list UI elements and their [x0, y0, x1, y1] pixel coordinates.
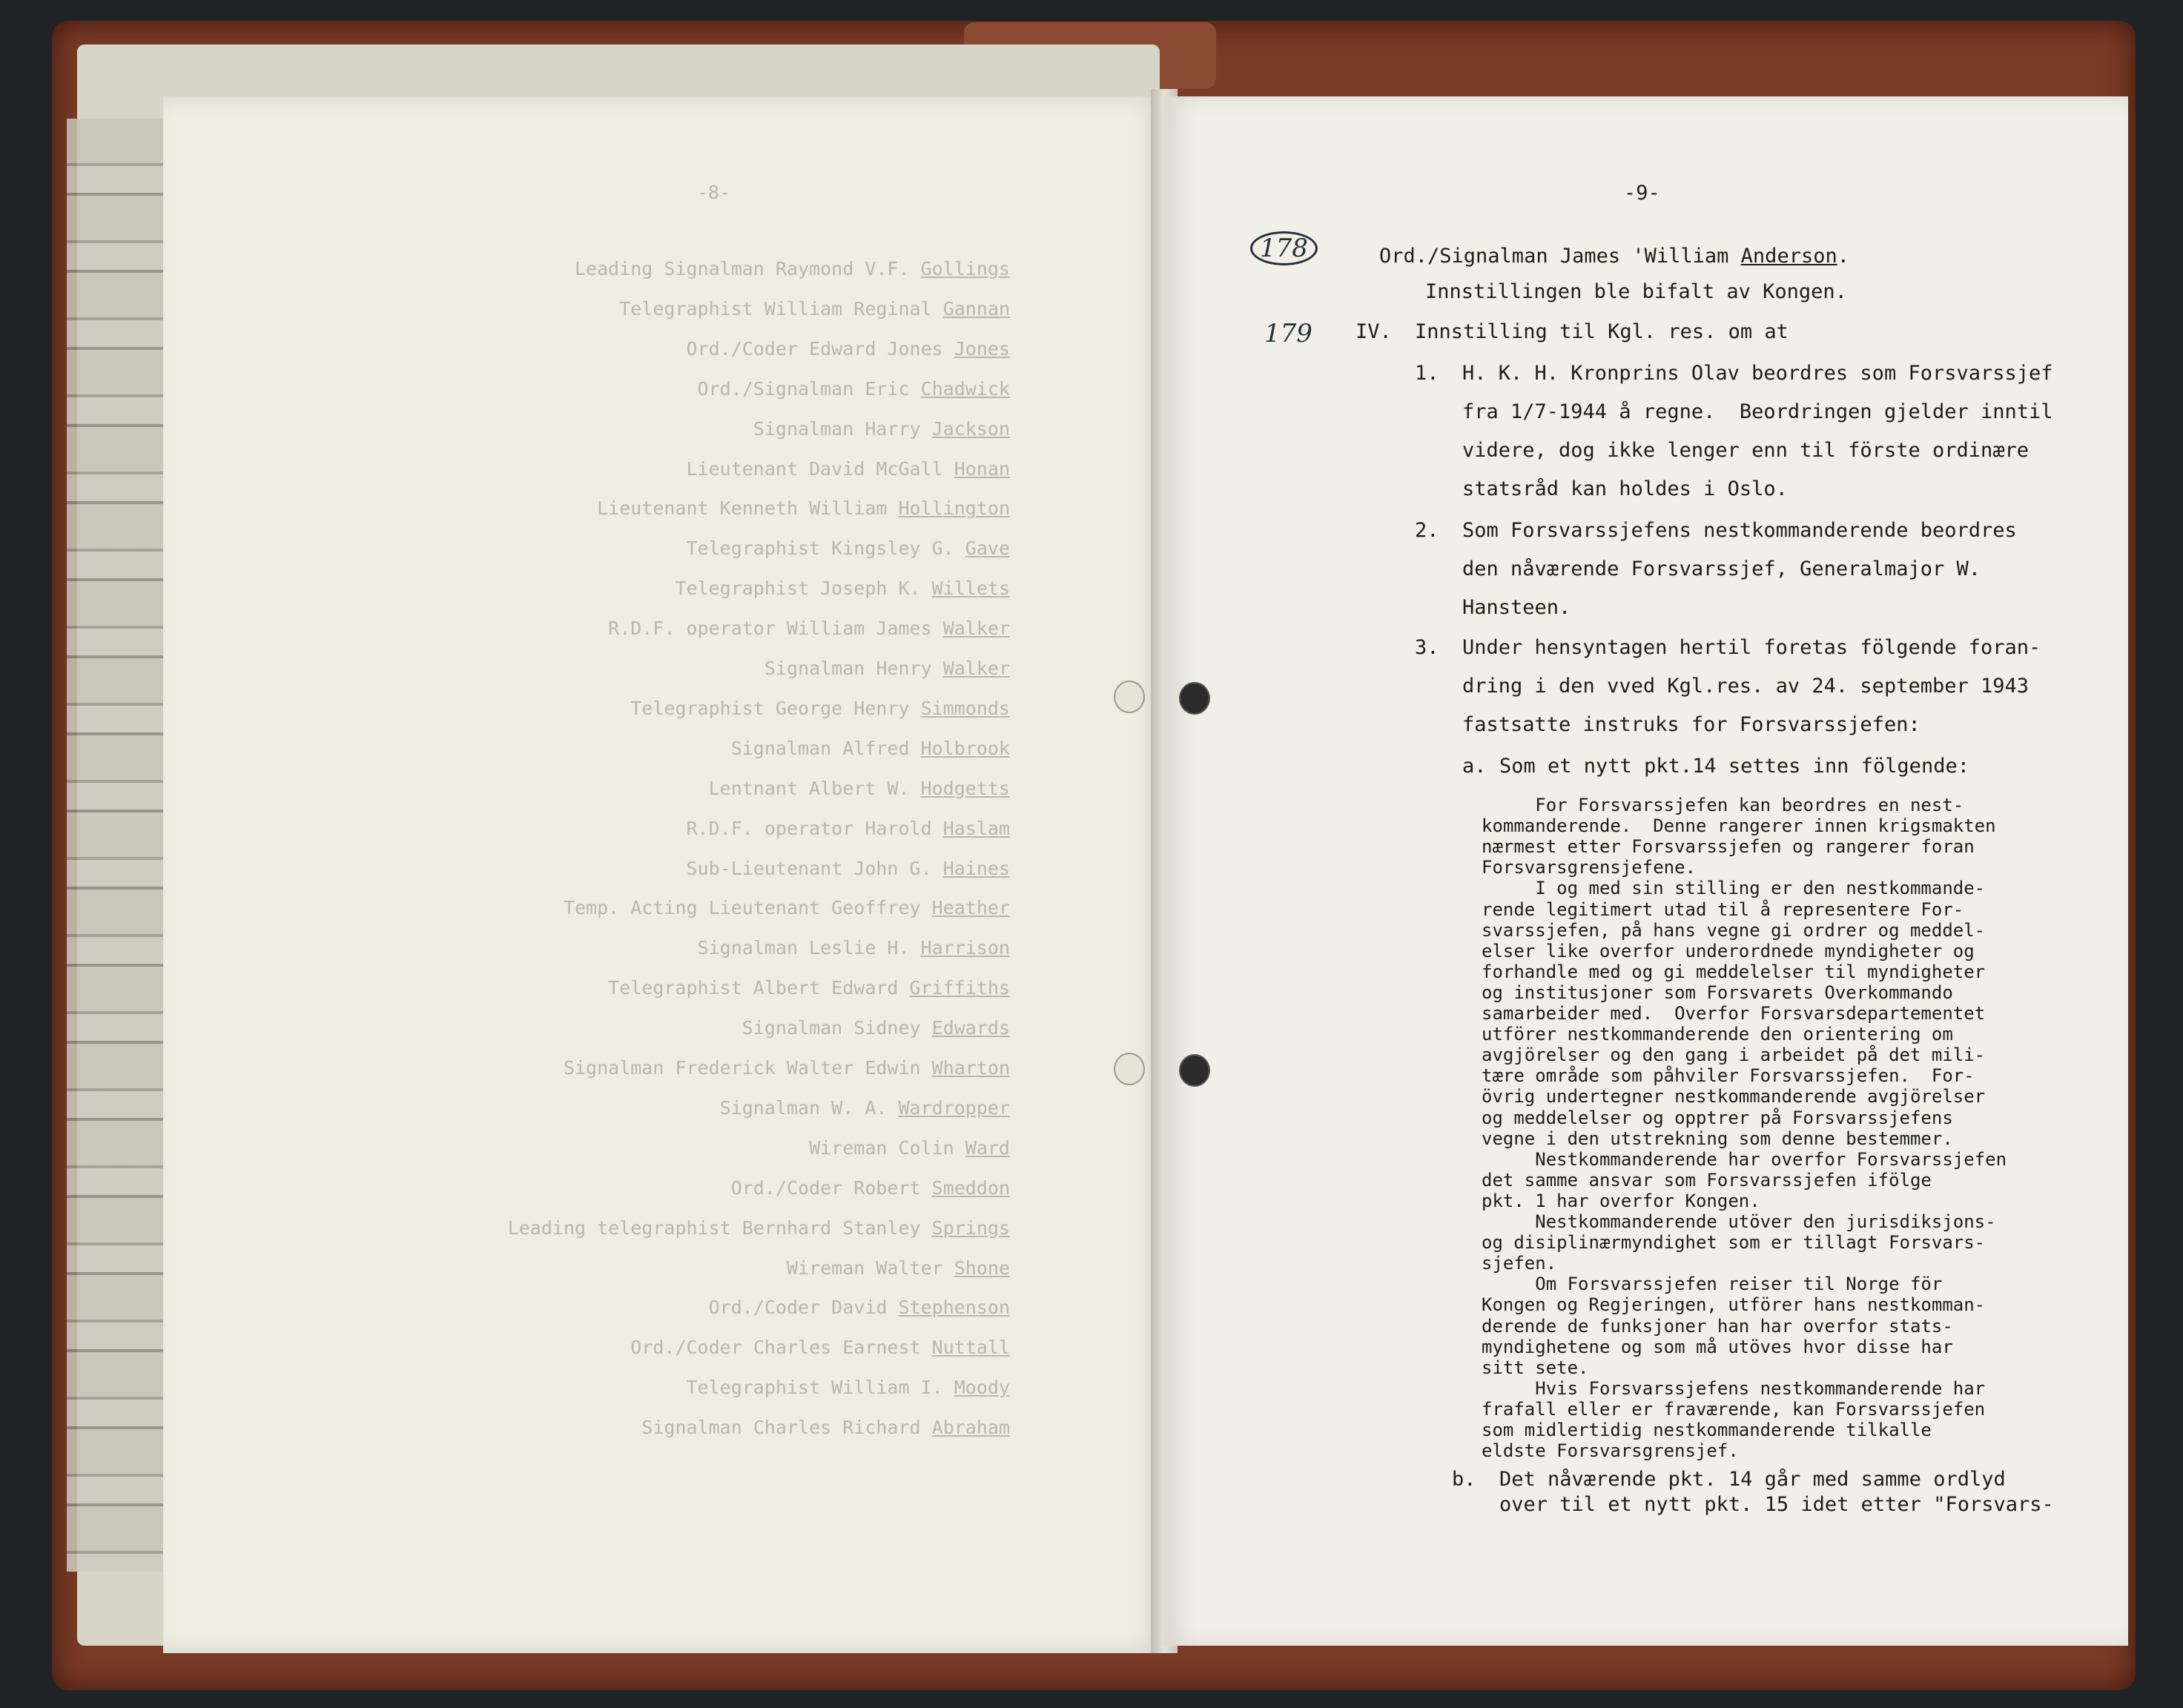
- quote-line: sjefen.: [1482, 1253, 1557, 1274]
- bleed-name-line: [687, 1377, 1011, 1398]
- bleed-name-surname: Haines: [942, 857, 1010, 879]
- bleed-name-line: [641, 1417, 1010, 1438]
- bleed-name-prefix: Ord./Coder Robert: [730, 1176, 932, 1199]
- quote-line: derende de funksjoner han har overfor stats-: [1482, 1315, 1953, 1337]
- bleed-name-line: [753, 418, 1010, 440]
- bleed-name-prefix: R.D.F. operator William James: [608, 618, 943, 640]
- punch-hole: [1179, 1054, 1210, 1087]
- bleed-name-surname: Ward: [965, 1136, 1010, 1159]
- bleed-name-surname: Jones: [954, 337, 1010, 360]
- bleed-name-prefix: Signalman W. A.: [719, 1096, 899, 1119]
- bleed-name-line: [597, 497, 1010, 519]
- bleed-name-line: [764, 658, 1010, 679]
- quote-line: rende legitimert utad til å representere For-: [1482, 898, 1964, 920]
- item-1-number: 1.: [1415, 362, 1439, 385]
- bleed-name-surname: Nuttall: [931, 1337, 1010, 1359]
- bleed-name-line: [564, 897, 1010, 918]
- text-line: den nåværende Forsvarssjef, Generalmajor W.: [1462, 557, 1981, 580]
- bleed-name-prefix: Telegraphist Joseph K.: [675, 577, 932, 600]
- quote-line: pkt. 1 har overfor Kongen.: [1482, 1190, 1760, 1211]
- handwritten-number-178: 178: [1250, 234, 1318, 263]
- quote-line: Hvis Forsvarssjefens nestkommanderende har: [1482, 1377, 1986, 1399]
- right-page-number: -9-: [1624, 182, 1660, 205]
- bleed-name-surname: Griffiths: [909, 977, 1010, 999]
- text-line: fra 1/7-1944 å regne. Beordringen gjelder inntil: [1462, 400, 2053, 423]
- bleed-name-prefix: Signalman Harry: [753, 417, 932, 440]
- bleed-name-line: [508, 1217, 1010, 1239]
- bleed-name-prefix: Telegraphist William Reginal: [619, 297, 943, 320]
- text-line: Under hensyntagen hertil foretas fölgende foran-: [1462, 636, 2041, 659]
- punch-hole: [1114, 681, 1145, 713]
- quote-line: og meddelelser og opptrer på Forsvarssjefens: [1482, 1107, 1953, 1128]
- text-line: H. K. H. Kronprins Olav beordres som Forsvarssjef: [1462, 362, 2053, 385]
- bleed-name-surname: Shone: [954, 1257, 1010, 1279]
- bleed-name-prefix: Leading telegraphist Bernhard Stanley: [507, 1217, 932, 1239]
- bleed-name-line: [731, 738, 1010, 759]
- sub-a-text: Som et nytt pkt.14 settes inn fölgende:: [1499, 755, 1969, 778]
- bleed-name-line: [698, 937, 1010, 959]
- bleed-name-prefix: Signalman Sidney: [742, 1017, 932, 1039]
- bleed-name-line: [687, 858, 1011, 879]
- quote-line: myndighetene og som må utöves hvor disse har: [1482, 1336, 1953, 1357]
- quote-line: og institusjoner som Forsvarets Overkommando: [1482, 982, 1953, 1003]
- bleed-name-prefix: Sub-Lieutenant John G.: [686, 857, 943, 879]
- left-page: [163, 96, 1166, 1653]
- bleed-name-surname: Hodgetts: [920, 777, 1010, 799]
- bleed-name-prefix: Telegraphist George Henry: [630, 697, 921, 719]
- bleed-name-prefix: Signalman Henry: [764, 658, 943, 679]
- sub-b-label: b.: [1452, 1468, 1476, 1491]
- bleed-name-surname: Smeddon: [931, 1176, 1010, 1199]
- left-page-number: -8-: [697, 182, 731, 203]
- text-line: Som Forsvarssjefens nestkommanderende beordres: [1462, 519, 2017, 542]
- bleed-name-prefix: Wireman Colin: [809, 1136, 965, 1159]
- quote-line: elser like overfor underordnede myndigheter og: [1482, 940, 1975, 961]
- quote-line: Om Forsvarssjefen reiser til Norge för: [1482, 1274, 1943, 1295]
- bleed-name-prefix: Signalman Charles Richard: [641, 1417, 932, 1439]
- quote-line: og disiplinærmyndighet som er tillagt Forsvars-: [1482, 1232, 1986, 1254]
- bleed-name-line: [687, 458, 1011, 480]
- quote-line: Forsvarsgrensjefene.: [1482, 857, 1696, 878]
- text-line: statsråd kan holdes i Oslo.: [1462, 477, 1788, 500]
- bleed-name-line: [630, 1337, 1010, 1358]
- bleed-name-surname: Holbrook: [920, 737, 1010, 759]
- quote-line: samarbeider med. Overfor Forsvarsdepartementet: [1482, 1003, 1986, 1024]
- bleed-name-line: [709, 1297, 1010, 1318]
- text-line: fastsatte instruks for Forsvarssjefen:: [1462, 713, 1921, 736]
- item-3-number: 3.: [1415, 636, 1439, 659]
- bleed-name-surname: Edwards: [931, 1017, 1010, 1039]
- bleed-name-line: [687, 818, 1011, 839]
- bleed-name-line: [575, 258, 1010, 279]
- punch-hole: [1179, 682, 1210, 715]
- bleed-name-line: [686, 537, 1010, 559]
- text-line: videre, dog ikke lenger enn til förste ordinære: [1462, 439, 2030, 462]
- quote-line: vegne i den utstrekning som denne bestemmer.: [1482, 1128, 1953, 1149]
- approval-line: Innstillingen ble bifalt av Kongen.: [1425, 280, 1847, 303]
- quote-line: Nestkommanderende har overfor Forsvarssjefen: [1482, 1148, 2007, 1170]
- bleed-name-line: [675, 577, 1010, 599]
- section-roman: IV.: [1355, 320, 1392, 343]
- bleed-name-surname: Hollington: [898, 497, 1010, 520]
- bleed-name-prefix: Ord./Signalman Eric: [697, 377, 921, 400]
- quote-line: Kongen og Regjeringen, utförer hans nestkomman-: [1482, 1294, 1986, 1316]
- quote-line: avgjörelser og den gang i arbeidet på det mili-: [1482, 1045, 1986, 1066]
- bleed-name-line: [698, 378, 1010, 400]
- bleed-name-surname: Haslam: [942, 817, 1010, 839]
- quote-line: övrig undertegner nestkommanderende avgjörelser: [1482, 1086, 1986, 1108]
- sub-a-label: a.: [1462, 755, 1487, 778]
- text-line: Det nåværende pkt. 14 går med samme ordlyd: [1499, 1468, 2006, 1491]
- bleed-name-surname: Gollings: [920, 258, 1010, 279]
- bleed-name-prefix: Ord./Coder Charles Earnest: [630, 1337, 932, 1359]
- punch-hole: [1114, 1053, 1145, 1085]
- bleed-name-line: [787, 1257, 1010, 1279]
- quote-line: forhandle med og gi meddelelser til myndigheter: [1482, 961, 1986, 982]
- bleed-name-surname: Springs: [931, 1217, 1010, 1239]
- bleed-name-surname: Wharton: [931, 1057, 1010, 1079]
- bleed-name-line: [630, 698, 1010, 719]
- bleed-name-prefix: Telegraphist Kingsley G.: [686, 537, 965, 560]
- right-page: [1164, 96, 2128, 1646]
- bleed-name-prefix: Lieutenant Kenneth William: [597, 497, 899, 520]
- quote-line: sitt sete.: [1482, 1357, 1589, 1378]
- bleed-name-surname: Jackson: [931, 417, 1010, 440]
- bleed-name-prefix: Telegraphist William I.: [686, 1377, 954, 1399]
- section-heading: Innstilling til Kgl. res. om at: [1415, 320, 1789, 343]
- bleed-name-prefix: Ord./Coder Edward Jones: [686, 337, 954, 360]
- text-line: over til et nytt pkt. 15 idet etter "Forsvars-: [1499, 1493, 2054, 1516]
- bleed-name-prefix: Ord./Coder David: [708, 1297, 899, 1319]
- item-2-number: 2.: [1415, 519, 1439, 542]
- quote-line: kommanderende. Denne rangerer innen krigsmakten: [1482, 815, 1996, 837]
- quote-line: eldste Forsvarsgrensjef.: [1482, 1440, 1739, 1462]
- bleed-name-prefix: Lentnant Albert W.: [708, 777, 921, 799]
- bleed-name-surname: Gave: [965, 537, 1010, 560]
- bleed-name-surname: Stephenson: [898, 1297, 1010, 1319]
- bleed-name-line: [720, 1097, 1010, 1119]
- quote-line: som midlertidig nestkommanderende tilkalle: [1482, 1420, 1932, 1440]
- bleed-name-surname: Gannan: [942, 297, 1010, 320]
- bleed-name-surname: Wardropper: [898, 1096, 1010, 1119]
- bleed-name-prefix: R.D.F. operator Harold: [686, 817, 943, 839]
- quote-line: utförer nestkommanderende den orientering om: [1482, 1024, 1953, 1045]
- bleed-name-prefix: Leading Signalman Raymond V.F.: [574, 258, 921, 279]
- bleed-name-line: [564, 1057, 1010, 1079]
- bleed-name-line: [709, 778, 1010, 799]
- bleed-name-prefix: Lieutenant David McGall: [686, 457, 954, 480]
- bleed-name-line: [809, 1137, 1010, 1159]
- bleed-name-prefix: Wireman Walter: [786, 1257, 954, 1279]
- quote-line: det samme ansvar som Forsvarssjefen ifölge: [1482, 1169, 1932, 1191]
- bleed-name-surname: Abraham: [931, 1417, 1010, 1439]
- bleed-name-surname: Walker: [942, 658, 1010, 679]
- bleed-name-surname: Harrison: [920, 937, 1010, 959]
- bleed-name-surname: Heather: [931, 897, 1010, 919]
- signalman-line: Ord./Signalman James 'William Anderson.: [1379, 245, 1849, 268]
- bleed-name-surname: Honan: [954, 457, 1010, 480]
- bleed-name-line: [687, 338, 1011, 360]
- quote-line: For Forsvarssjefen kan beordres en nest-: [1482, 795, 1964, 815]
- bleed-name-line: [619, 298, 1010, 320]
- bleed-name-surname: Willets: [931, 577, 1010, 600]
- bleed-name-line: [742, 1017, 1010, 1039]
- quote-line: Nestkommanderende utöver den jurisdiksjons-: [1482, 1211, 1996, 1232]
- bleed-name-prefix: Signalman Frederick Walter Edwin: [563, 1057, 932, 1079]
- quote-line: nærmest etter Forsvarssjefen og rangerer foran: [1482, 836, 1975, 858]
- bleed-name-surname: Chadwick: [920, 377, 1010, 400]
- bleed-name-surname: Walker: [942, 618, 1010, 640]
- bleed-name-line: [608, 618, 1010, 639]
- text-line: Hansteen.: [1462, 596, 1571, 619]
- bleed-name-prefix: Signalman Alfred: [730, 737, 921, 759]
- bleed-name-line: [731, 1177, 1010, 1199]
- bleed-name-surname: Simmonds: [920, 697, 1010, 719]
- text-line: dring i den vved Kgl.res. av 24. september 1943: [1462, 675, 2030, 698]
- bleed-name-prefix: Telegraphist Albert Edward: [608, 977, 910, 999]
- bleed-name-prefix: Temp. Acting Lieutenant Geoffrey: [563, 897, 932, 919]
- quote-line: tære område som påhviler Forsvarssjefen. For-: [1482, 1065, 1975, 1087]
- handwritten-number-179: 179: [1264, 319, 1312, 348]
- bleed-name-prefix: Signalman Leslie H.: [697, 937, 921, 959]
- quote-line: svarssjefen, på hans vegne gi ordrer og meddel-: [1482, 919, 1986, 941]
- quote-line: frafall eller er fraværende, kan Forsvarssjefen: [1482, 1398, 1986, 1420]
- bleed-name-line: [608, 977, 1010, 999]
- bleed-name-surname: Moody: [954, 1377, 1010, 1399]
- quote-line: I og med sin stilling er den nestkommande-: [1482, 878, 1986, 899]
